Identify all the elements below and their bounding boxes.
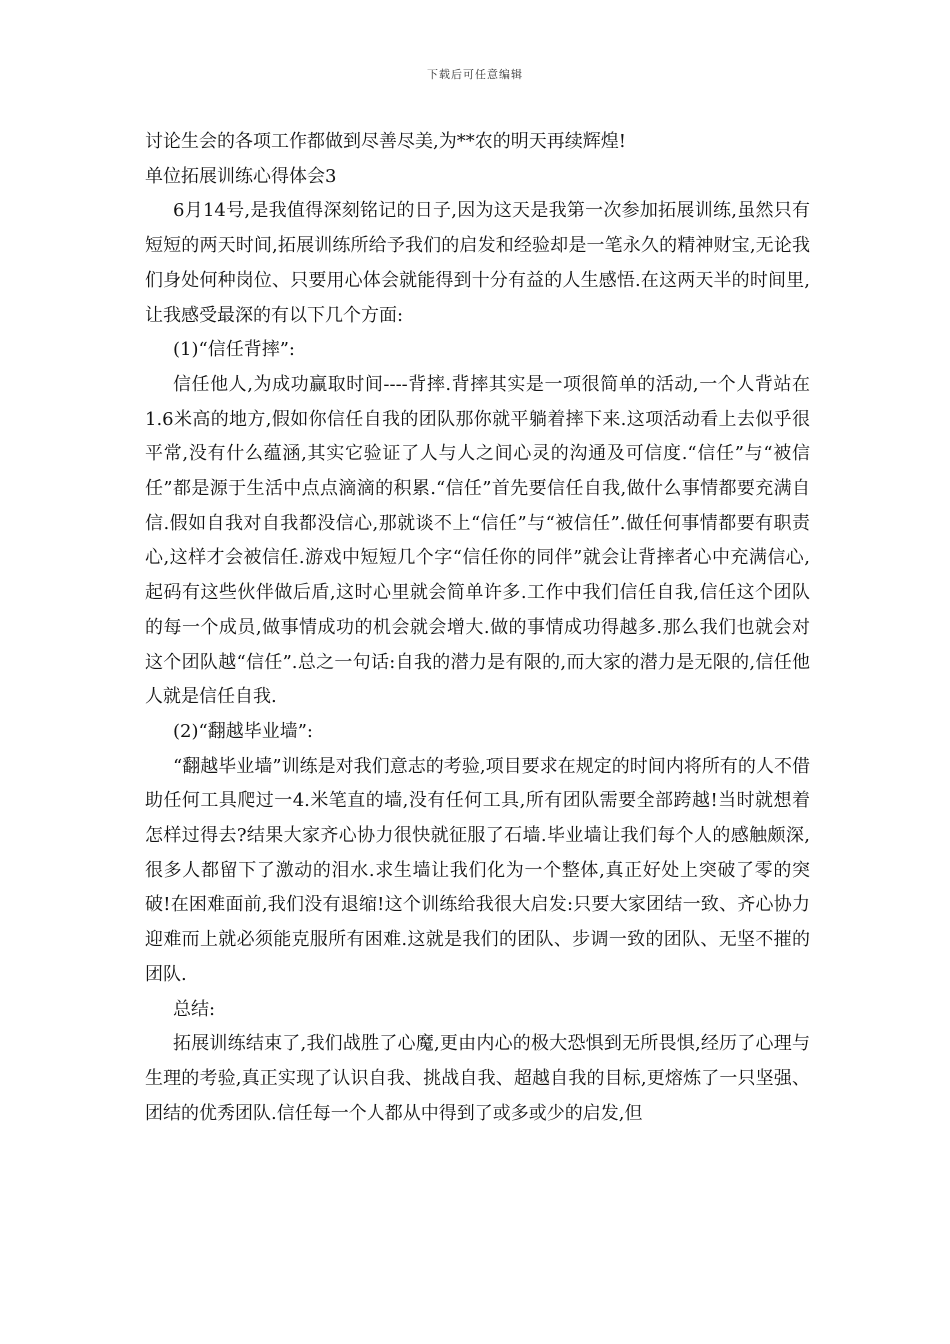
paragraph-graduation-wall: “翻越毕业墙”训练是对我们意志的考验,项目要求在规定的时间内将所有的人不借助任何工具爬过一4.米笔直的墙,没有任何工具,所有团队需要全部跨越!当时就想着怎样过得去?结果大家齐心协力很快就征服了石墙.毕业墙让我们每个人的感触颇深,很多人都留下了激动的泪水.求生墙让我们化为一个整体,真正好处上突破了零的突破!在困难面前,我们没有退缩!这个训练给我很大启发:只要大家团结一致、齐心协力迎难而上就必须能克服所有困难.这就是我们的团队、步调一致的团队、无坚不摧的团队. (145, 755, 810, 985)
paragraph-summary: 拓展训练结束了,我们战胜了心魔,更由内心的极大恐惧到无所畏惧,经历了心理与生理的考验,真正实现了认识自我、挑战自我、超越自我的目标,更熔炼了一只坚强、团结的优秀团队.信任每一个人都从中得到了或多或少的启发,但 (145, 1033, 810, 1124)
subheading-graduation-wall: (2)“翻越毕业墙”: (173, 720, 313, 742)
page-header: 下载后可任意编辑 (427, 68, 523, 81)
paragraph-intro: 6月14号,是我值得深刻铭记的日子,因为这天是我第一次参加拓展训练,虽然只有短短的两天时间,拓展训练所给予我们的启发和经验却是一笔永久的精神财宝,无论我们身处何种岗位、只要用心体会就能得到十分有益的人生感悟.在这两天半的时间里,让我感受最深的有以下几个方面: (145, 200, 810, 326)
section-title: 单位拓展训练心得体会3 (145, 165, 337, 187)
paragraph-continuation: 讨论生会的各项工作都做到尽善尽美,为**农的明天再续辉煌! (145, 131, 626, 152)
subheading-trust-fall: (1)“信任背摔”: (173, 339, 295, 361)
subheading-summary: 总结: (173, 998, 216, 1020)
document-body (145, 125, 810, 1131)
paragraph-trust-fall: 信任他人,为成功赢取时间----背摔.背摔其实是一项很简单的活动,一个人背站在1.6米高的地方,假如你信任自我的团队那你就平躺着摔下来.这项活动看上去似乎很平常,没有什么蕴涵,其实它验证了人与人之间心灵的沟通及可信度.“信任”与“被信任”都是源于生活中点点滴滴的积累.“信任”首先要信任自我,做什么事情都要充满自信.假如自我对自我都没信心,那就谈不上“信任”与“被信任”.做任何事情都要有职责心,这样才会被信任.游戏中短短几个字“信任你的同伴”就会让背摔者心中充满信心,起码有这些伙伴做后盾,这时心里就会简单许多.工作中我们信任自我,信任这个团队的每一个成员,做事情成功的机会就会增大.做的事情成功得越多.那么我们也就会对这个团队越“信任”.总之一句话:自我的潜力是有限的,而大家的潜力是无限的,信任他人就是信任自我. (145, 373, 810, 708)
